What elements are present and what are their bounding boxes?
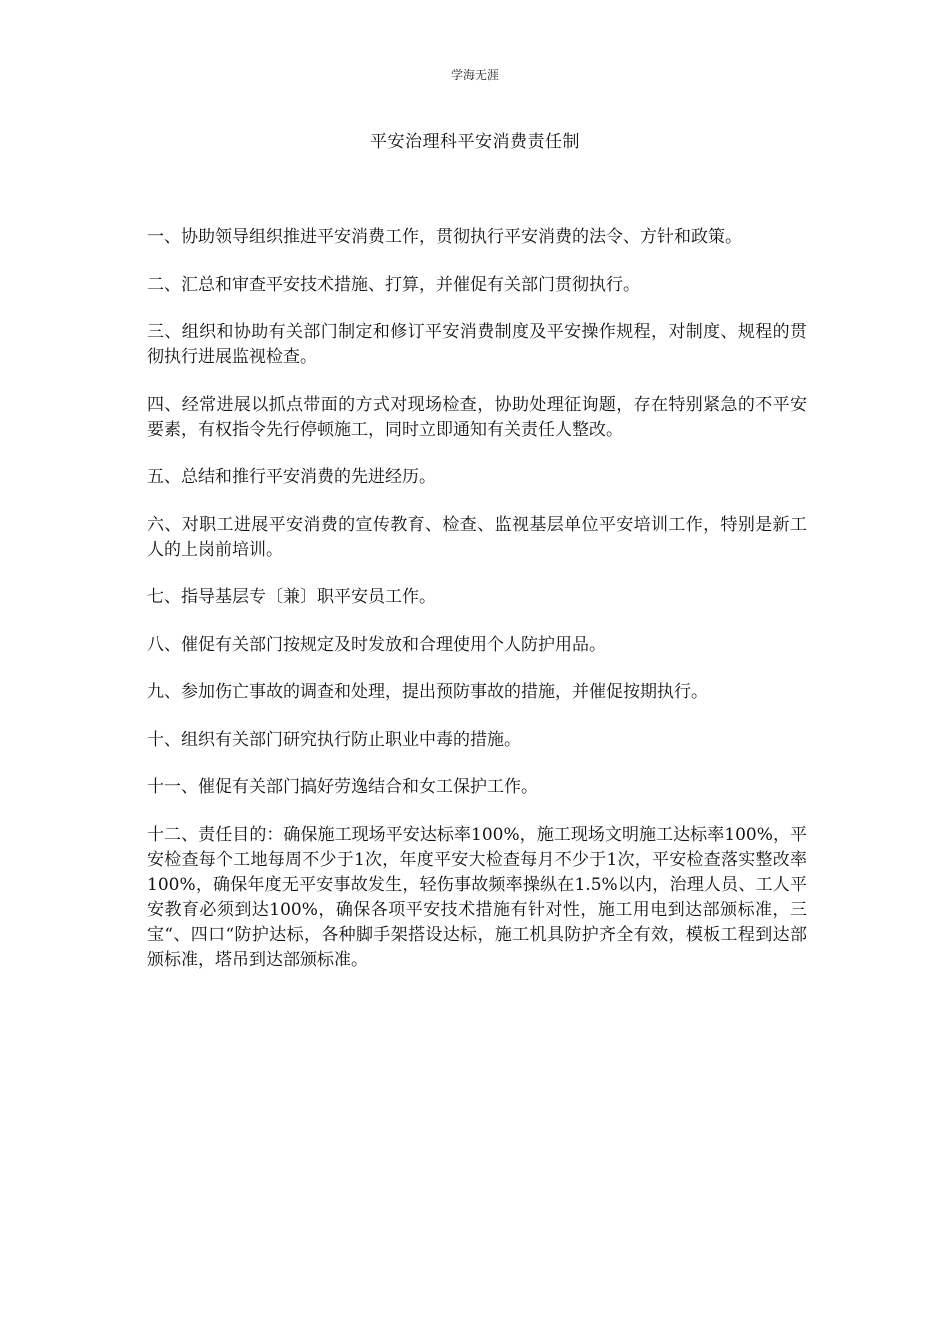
clause-8: 八、催促有关部门按规定及时发放和合理使用个人防护用品。: [147, 634, 606, 655]
clause-10: 十、组织有关部门研究执行防止职业中毒的措施。: [147, 729, 521, 750]
document-body: [147, 225, 807, 995]
clause-4: 四、经常进展以抓点带面的方式对现场检查，协助处理征询题，存在特别紧急的不平安要素，有权指令先行停顿施工，同时立即通知有关责任人整改。: [147, 394, 807, 440]
clause-7: 七、指导基层专〔兼〕职平安员工作。: [147, 587, 436, 607]
clause-2: 二、汇总和审查平安技术措施、打算，并催促有关部门贯彻执行。: [147, 274, 640, 295]
page-header: 学海无涯: [450, 68, 499, 82]
clause-6: 六、对职工进展平安消费的宣传教育、检查、监视基层单位平安培训工作，特别是新工人的上岗前培训。: [147, 514, 807, 560]
clause-12: 十二、责任目的：确保施工现场平安达标率100%，施工现场文明施工达标率100%，平安检查每个工地每周不少于1次，年度平安大检查每月不少于1次，平安检查落实整改率100%，确保年度无平安事故发生，轻伤事故频率操纵在1.5%以内，治理人员、工人平安教育必须到达100%，确保各项平安技术措施有针对性，施工用电到达部颁标准，三宝“、四口“防护达标，各种脚手架搭设达标，施工机具防护齐全有效，模板工程到达部颁标准，塔吊到达部颁标准。: [147, 824, 807, 970]
clause-9: 九、参加伤亡事故的调查和处理，提出预防事故的措施，并催促按期执行。: [147, 682, 708, 702]
clause-11: 十一、催促有关部门搞好劳逸结合和女工保护工作。: [147, 777, 538, 797]
document-title: 平安治理科平安消费责任制: [370, 132, 580, 152]
clause-1: 一、协助领导组织推进平安消费工作，贯彻执行平安消费的法令、方针和政策。: [147, 227, 742, 247]
clause-3: 三、组织和协助有关部门制定和修订平安消费制度及平安操作规程，对制度、规程的贯彻执行进展监视检查。: [147, 322, 807, 367]
clause-5: 五、总结和推行平安消费的先进经历。: [147, 467, 436, 487]
